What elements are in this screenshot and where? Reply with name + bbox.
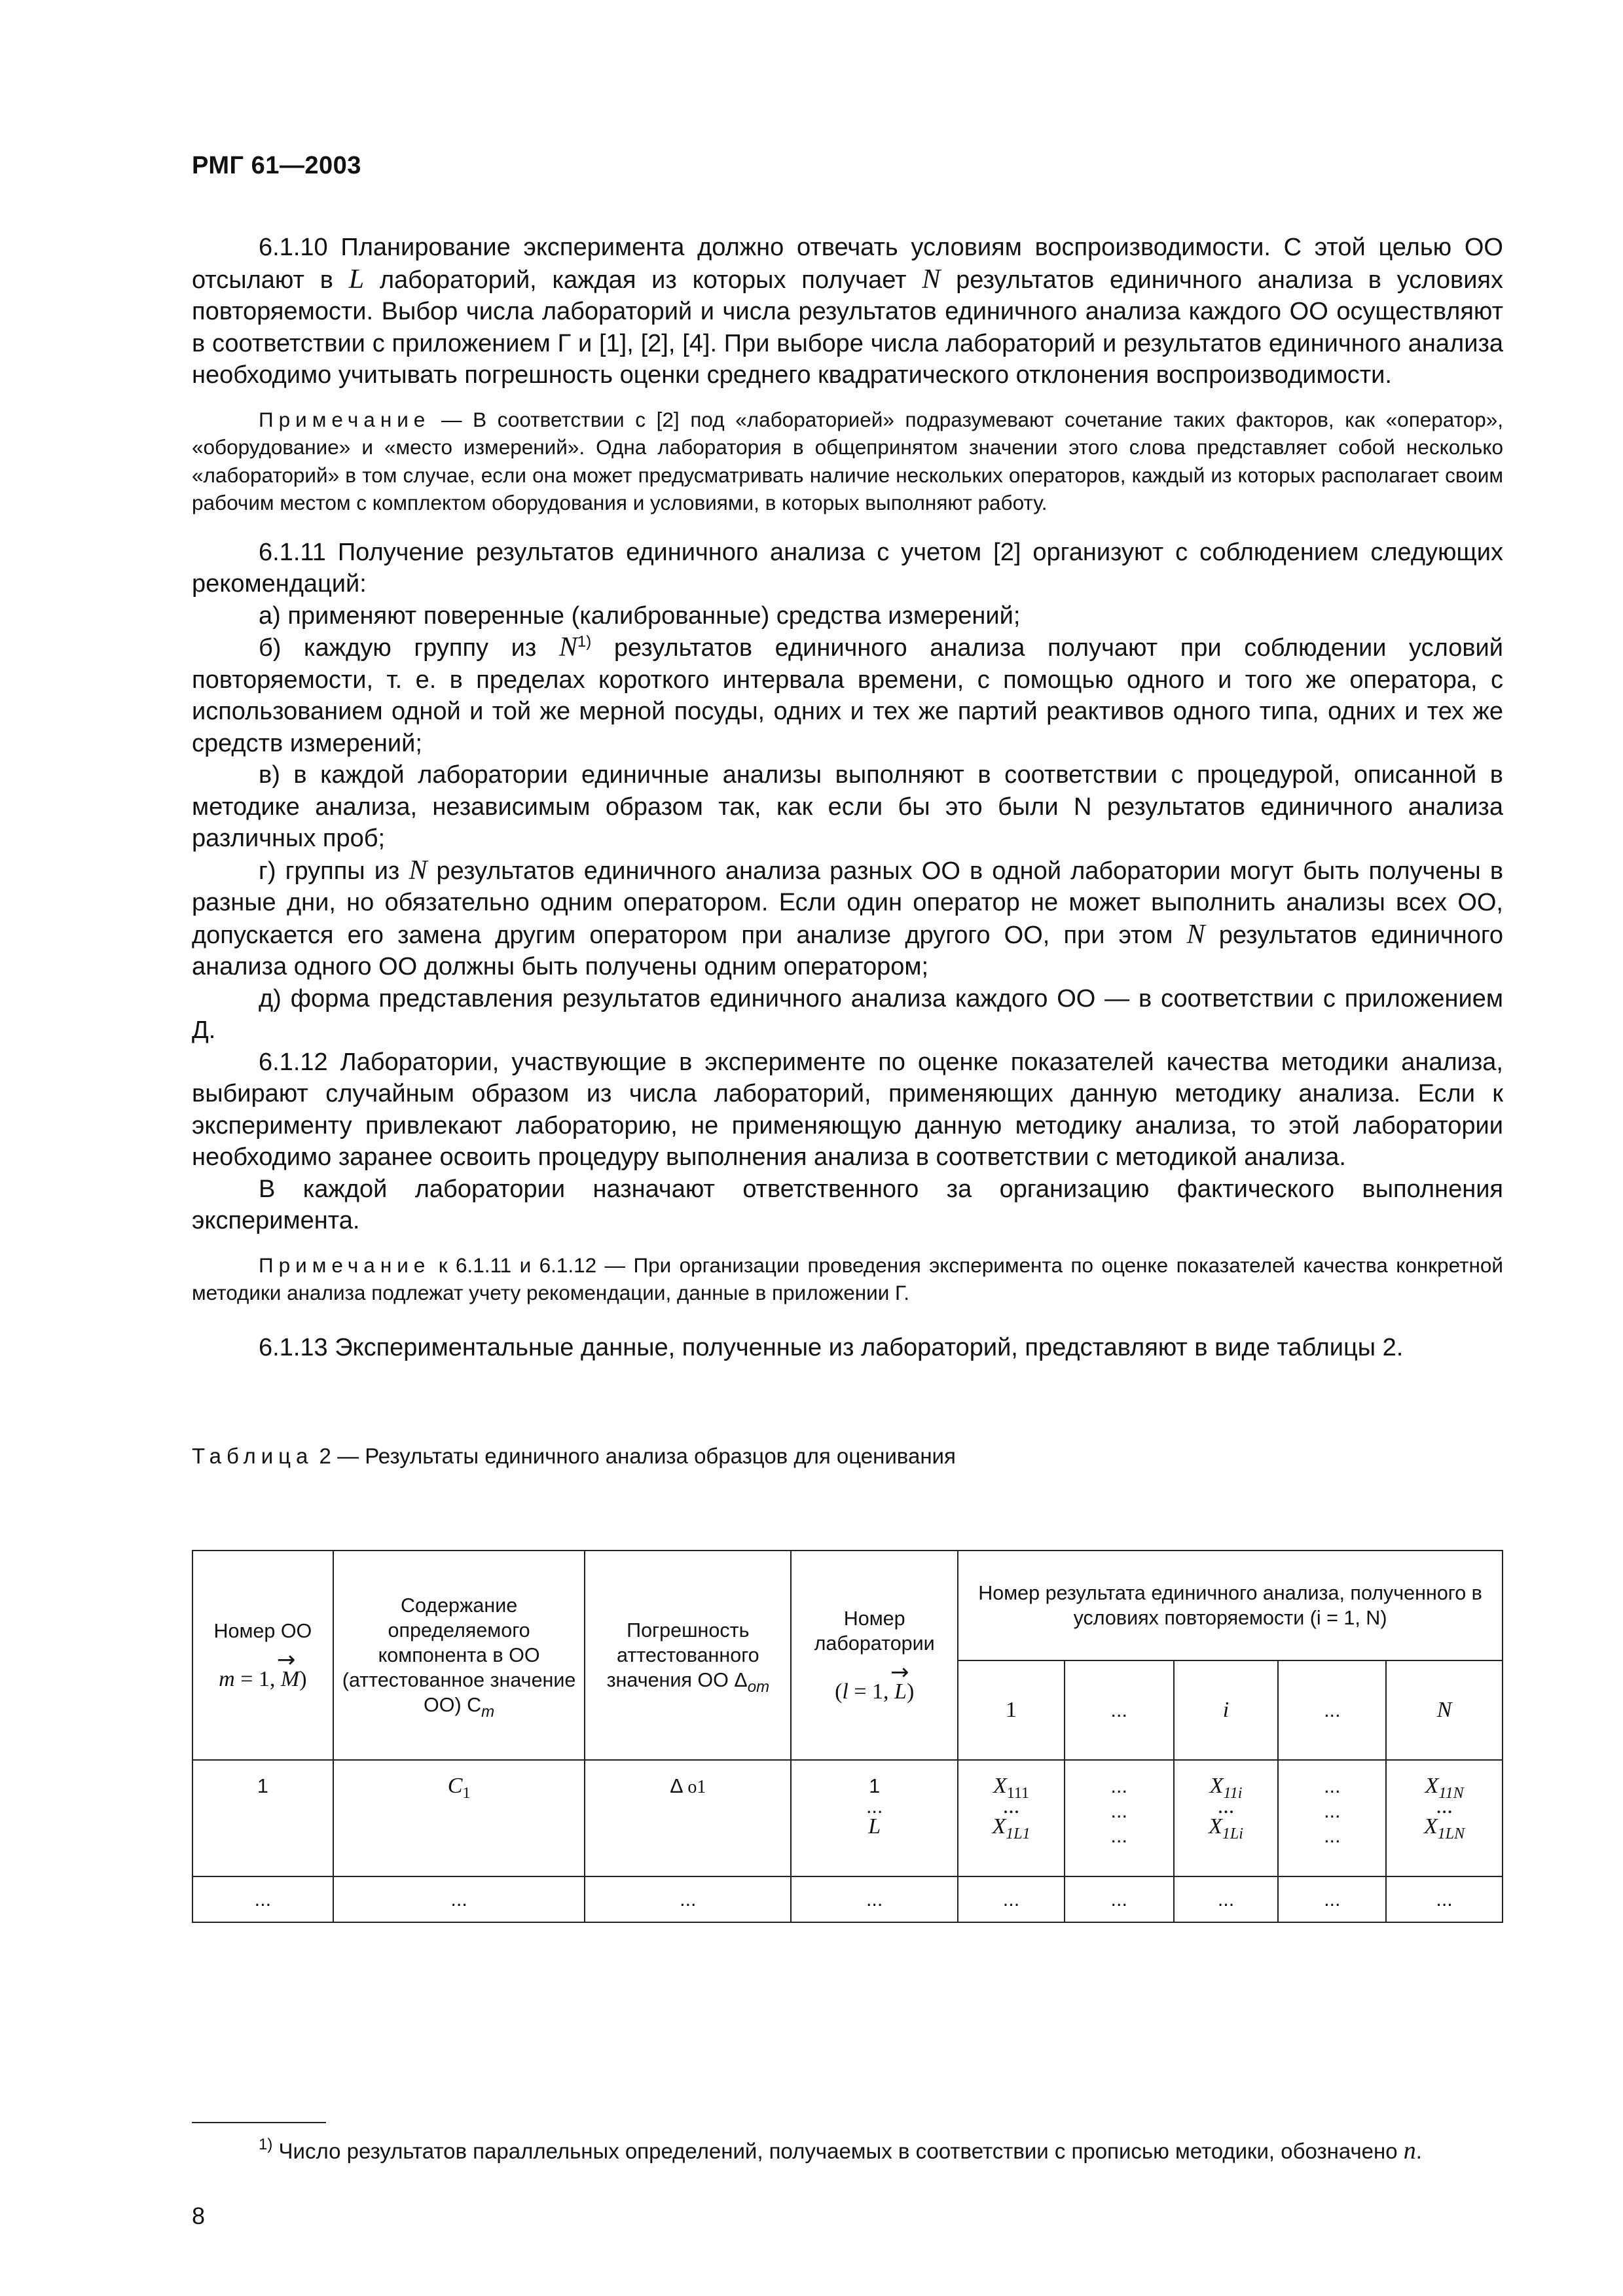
caption-text: 2 — Результаты единичного анализа образцов для оценивания — [313, 1444, 956, 1468]
cell-dots — [1065, 1760, 1174, 1876]
note-label: Примечание — [259, 407, 431, 431]
dots: ... — [1324, 1775, 1341, 1797]
subscript: 1Li — [1222, 1825, 1243, 1842]
cell-oo: 1 — [192, 1760, 333, 1876]
cell-dots — [1278, 1760, 1386, 1876]
cell-dots: ... — [958, 1876, 1065, 1922]
cell-dots: ... — [1386, 1876, 1503, 1922]
cell-text: X — [992, 1814, 1006, 1839]
x-n-bottom — [1393, 1814, 1495, 1842]
dots: ... — [1110, 1800, 1127, 1822]
paragraph-6-1-12-cont: В каждой лаборатории назначают ответственного за организацию фактического выполнения эксперимента. — [192, 1175, 1503, 1234]
list-item-g — [192, 855, 1503, 983]
header-text: Содержание определяемого компонента в ОО (аттестованное значение ОО) C — [342, 1594, 576, 1716]
cell-dots: ... — [1174, 1876, 1279, 1922]
dots: ... — [1324, 1800, 1341, 1822]
subscript: 1 — [462, 1785, 471, 1802]
text-run: г) группы из — [259, 857, 409, 885]
header-lab-number — [791, 1551, 958, 1760]
subscript: om — [747, 1678, 770, 1696]
cell-dots: ... — [585, 1876, 791, 1922]
list-item-b — [192, 632, 1503, 759]
math-symbol: L — [348, 264, 365, 295]
caption-label: Таблица — [192, 1444, 314, 1468]
header-text: Номер ОО — [213, 1620, 312, 1642]
text-run: . — [1415, 2139, 1422, 2163]
note-2 — [192, 1251, 1503, 1307]
header-result-number — [958, 1551, 1503, 1660]
cell-dots: ... — [192, 1876, 333, 1922]
paragraph-6-1-13: 6.1.13 Экспериментальные данные, полученные из лабораторий, представляют в виде таблицы 2. — [259, 1333, 1404, 1361]
cell-text: C — [447, 1774, 463, 1798]
subscript: m — [481, 1703, 495, 1721]
text-run: результатов единичного анализа разных ОО в одной лаборатории могут быть получены в разные дни, но обязательно одним оператором. Если один оператор не может выполнить анализы всех ОО, допускается его замена другим оператором при анализе другого ОО, при этом — [192, 857, 1504, 949]
results-table — [192, 1550, 1503, 1923]
cell-lab — [791, 1760, 958, 1876]
footnote — [192, 2135, 1503, 2167]
text-run: б) каждую группу из — [259, 634, 559, 662]
body-text — [192, 232, 1503, 1473]
math-symbol: N — [558, 632, 577, 662]
cell-x-i — [1174, 1760, 1279, 1876]
cell-text: Δ — [670, 1775, 682, 1797]
x-first-bottom — [965, 1814, 1057, 1842]
math-symbol: N — [409, 855, 428, 886]
x-dots: ... — [1436, 1794, 1453, 1818]
footnote-marker: 1) — [259, 2136, 273, 2153]
cell-dots: ... — [1278, 1876, 1386, 1922]
footnote-divider — [192, 2122, 326, 2123]
cell-text: X — [993, 1774, 1007, 1798]
x-dots: ... — [1217, 1794, 1235, 1818]
cell-text: X — [1424, 1814, 1438, 1839]
note-text: — В соответствии с [2] под «лабораторией» подразумевают сочетание таких факторов, как «оператор», «оборудование» и «место измерений». Одна лаборатория в общепринятом значении этого слова представляет собой несколько «лабораторий» в том случае, если она может предусматривать наличие нескольких операторов, каждый из которых располагает своим рабочим местом с комплектом оборудования и условиями, в которых выполняют работу. — [192, 407, 1503, 514]
subscript: 11i — [1223, 1785, 1243, 1802]
cell-text: X — [1209, 1774, 1224, 1798]
lab-range: (l = 1, → L) — [798, 1679, 951, 1704]
header-content — [333, 1551, 585, 1760]
footnote-text: Число результатов параллельных определений, получаемых в соответствии с прописью методики, обозначено — [272, 2139, 1404, 2163]
subscript: 1L1 — [1006, 1825, 1030, 1842]
paragraph-6-1-11: 6.1.11 Получение результатов единичного анализа с учетом [2] организуют с соблюдением следующих рекомендаций: — [192, 538, 1503, 598]
cell-x-first — [958, 1760, 1065, 1876]
subheader-i — [1174, 1660, 1279, 1760]
page-number: 8 — [192, 2202, 206, 2229]
header-text: Номер лаборатории — [814, 1607, 935, 1655]
text-run: результатов единичного анализа одного ОО должны быть получены одним оператором; — [192, 921, 1503, 980]
subscript: 1LN — [1437, 1825, 1465, 1842]
subheader-dots: ... — [1278, 1660, 1386, 1760]
list-item-v: в) в каждой лаборатории единичные анализы выполняют в соответствии с процедурой, описанной в методике анализа, независимым образом так, как если бы это были N результатов единичного анализа различных проб; — [192, 761, 1503, 852]
cell-text: L — [868, 1814, 881, 1839]
subscript: 111 — [1006, 1785, 1029, 1802]
text-run: 6.1.10 Планирование эксперимента должно отвечать условиям воспроизводимости. С этой целью ОО отсылают в — [192, 234, 1503, 294]
note-text: к 6.1.11 и 6.1.12 — При организации проведения эксперимента по оценке показателей качества конкретной методики анализа подлежат учету рекомендации, данные в приложении Г. — [192, 1253, 1503, 1304]
x-dots: ... — [1002, 1794, 1020, 1818]
subheader-n — [1386, 1660, 1503, 1760]
cell-dots: ... — [333, 1876, 585, 1922]
cell-x-n — [1386, 1760, 1503, 1876]
header-error — [585, 1551, 791, 1760]
lab-dots: ... — [866, 1795, 883, 1818]
dots: ... — [1324, 1825, 1341, 1847]
document-code-header: РМГ 61—2003 — [192, 152, 361, 179]
dots: ... — [1110, 1825, 1127, 1847]
cell-error — [585, 1760, 791, 1876]
header-text: Погрешность аттестованного значения ОО Δ — [606, 1619, 759, 1691]
header-text: Номер результата единичного анализа, полученного в условиях повторяемости (i = 1, N) — [978, 1582, 1482, 1629]
text-run: лабораторий, каждая из которых получает — [364, 266, 922, 294]
cell-content — [333, 1760, 585, 1876]
math-symbol: n — [1403, 2137, 1416, 2164]
x-i-bottom — [1181, 1814, 1271, 1842]
subheader-i-text: i — [1222, 1698, 1230, 1722]
lab-last — [798, 1814, 951, 1839]
subheader-1: 1 — [958, 1660, 1065, 1760]
subheader-dots: ... — [1065, 1660, 1174, 1760]
lab-first: 1 — [869, 1775, 881, 1797]
oo-range: m = 1, → M) — [200, 1667, 326, 1692]
math-symbol: N — [1186, 919, 1205, 950]
subscript: o1 — [687, 1777, 706, 1797]
dots: ... — [1110, 1775, 1127, 1797]
header-oo-number — [192, 1551, 333, 1760]
paragraph-6-1-12: 6.1.12 Лаборатории, участвующие в эксперименте по оценке показателей качества методики анализа, выбирают случайным образом из числа лабораторий, применяющих данную методику анализа. Если к эксперименту привлекают лабораторию, не применяющую данную методику анализа, то этой лаборатории необходимо заранее освоить процедуру выполнения анализа в соответствии с методикой анализа. — [192, 1048, 1503, 1171]
cell-dots: ... — [1065, 1876, 1174, 1922]
table-caption — [192, 1441, 1503, 1473]
cell-text: X — [1209, 1814, 1222, 1839]
subheader-n-text: N — [1436, 1698, 1452, 1722]
cell-text: X — [1425, 1774, 1439, 1798]
text-run: результатов единичного анализа в условиях повторяемости. Выбор числа лабораторий и числа результатов единичного анализа каждого ОО осуществляют в соответствии с приложением Г и [1], [2], [4]. При выборе числа лабораторий и результатов единичного анализа необходимо учитывать погрешность оценки среднего квадратического отклонения воспроизводимости. — [192, 266, 1504, 389]
cell-dots: ... — [791, 1876, 958, 1922]
paragraph-6-1-10 — [192, 232, 1503, 391]
text-run: результатов единичного анализа получают при соблюдении условий повторяемости, т. е. в пределах короткого интервала времени, с помощью одного и того же оператора, с использованием одной и той же мерной посуды, одних и тех же партий реактивов одного типа, одних и тех же средств измерений; — [192, 634, 1503, 757]
math-symbol: N — [922, 264, 941, 295]
note-label: Примечание — [259, 1253, 431, 1277]
list-item-a: а) применяют поверенные (калиброванные) средства измерений; — [259, 601, 1021, 630]
list-item-d: д) форма представления результатов единичного анализа каждого ОО — в соответствии с приложением Д. — [192, 984, 1503, 1044]
footnote-ref: 1) — [577, 633, 592, 651]
subscript: 11N — [1438, 1785, 1464, 1802]
note-1 — [192, 406, 1503, 517]
